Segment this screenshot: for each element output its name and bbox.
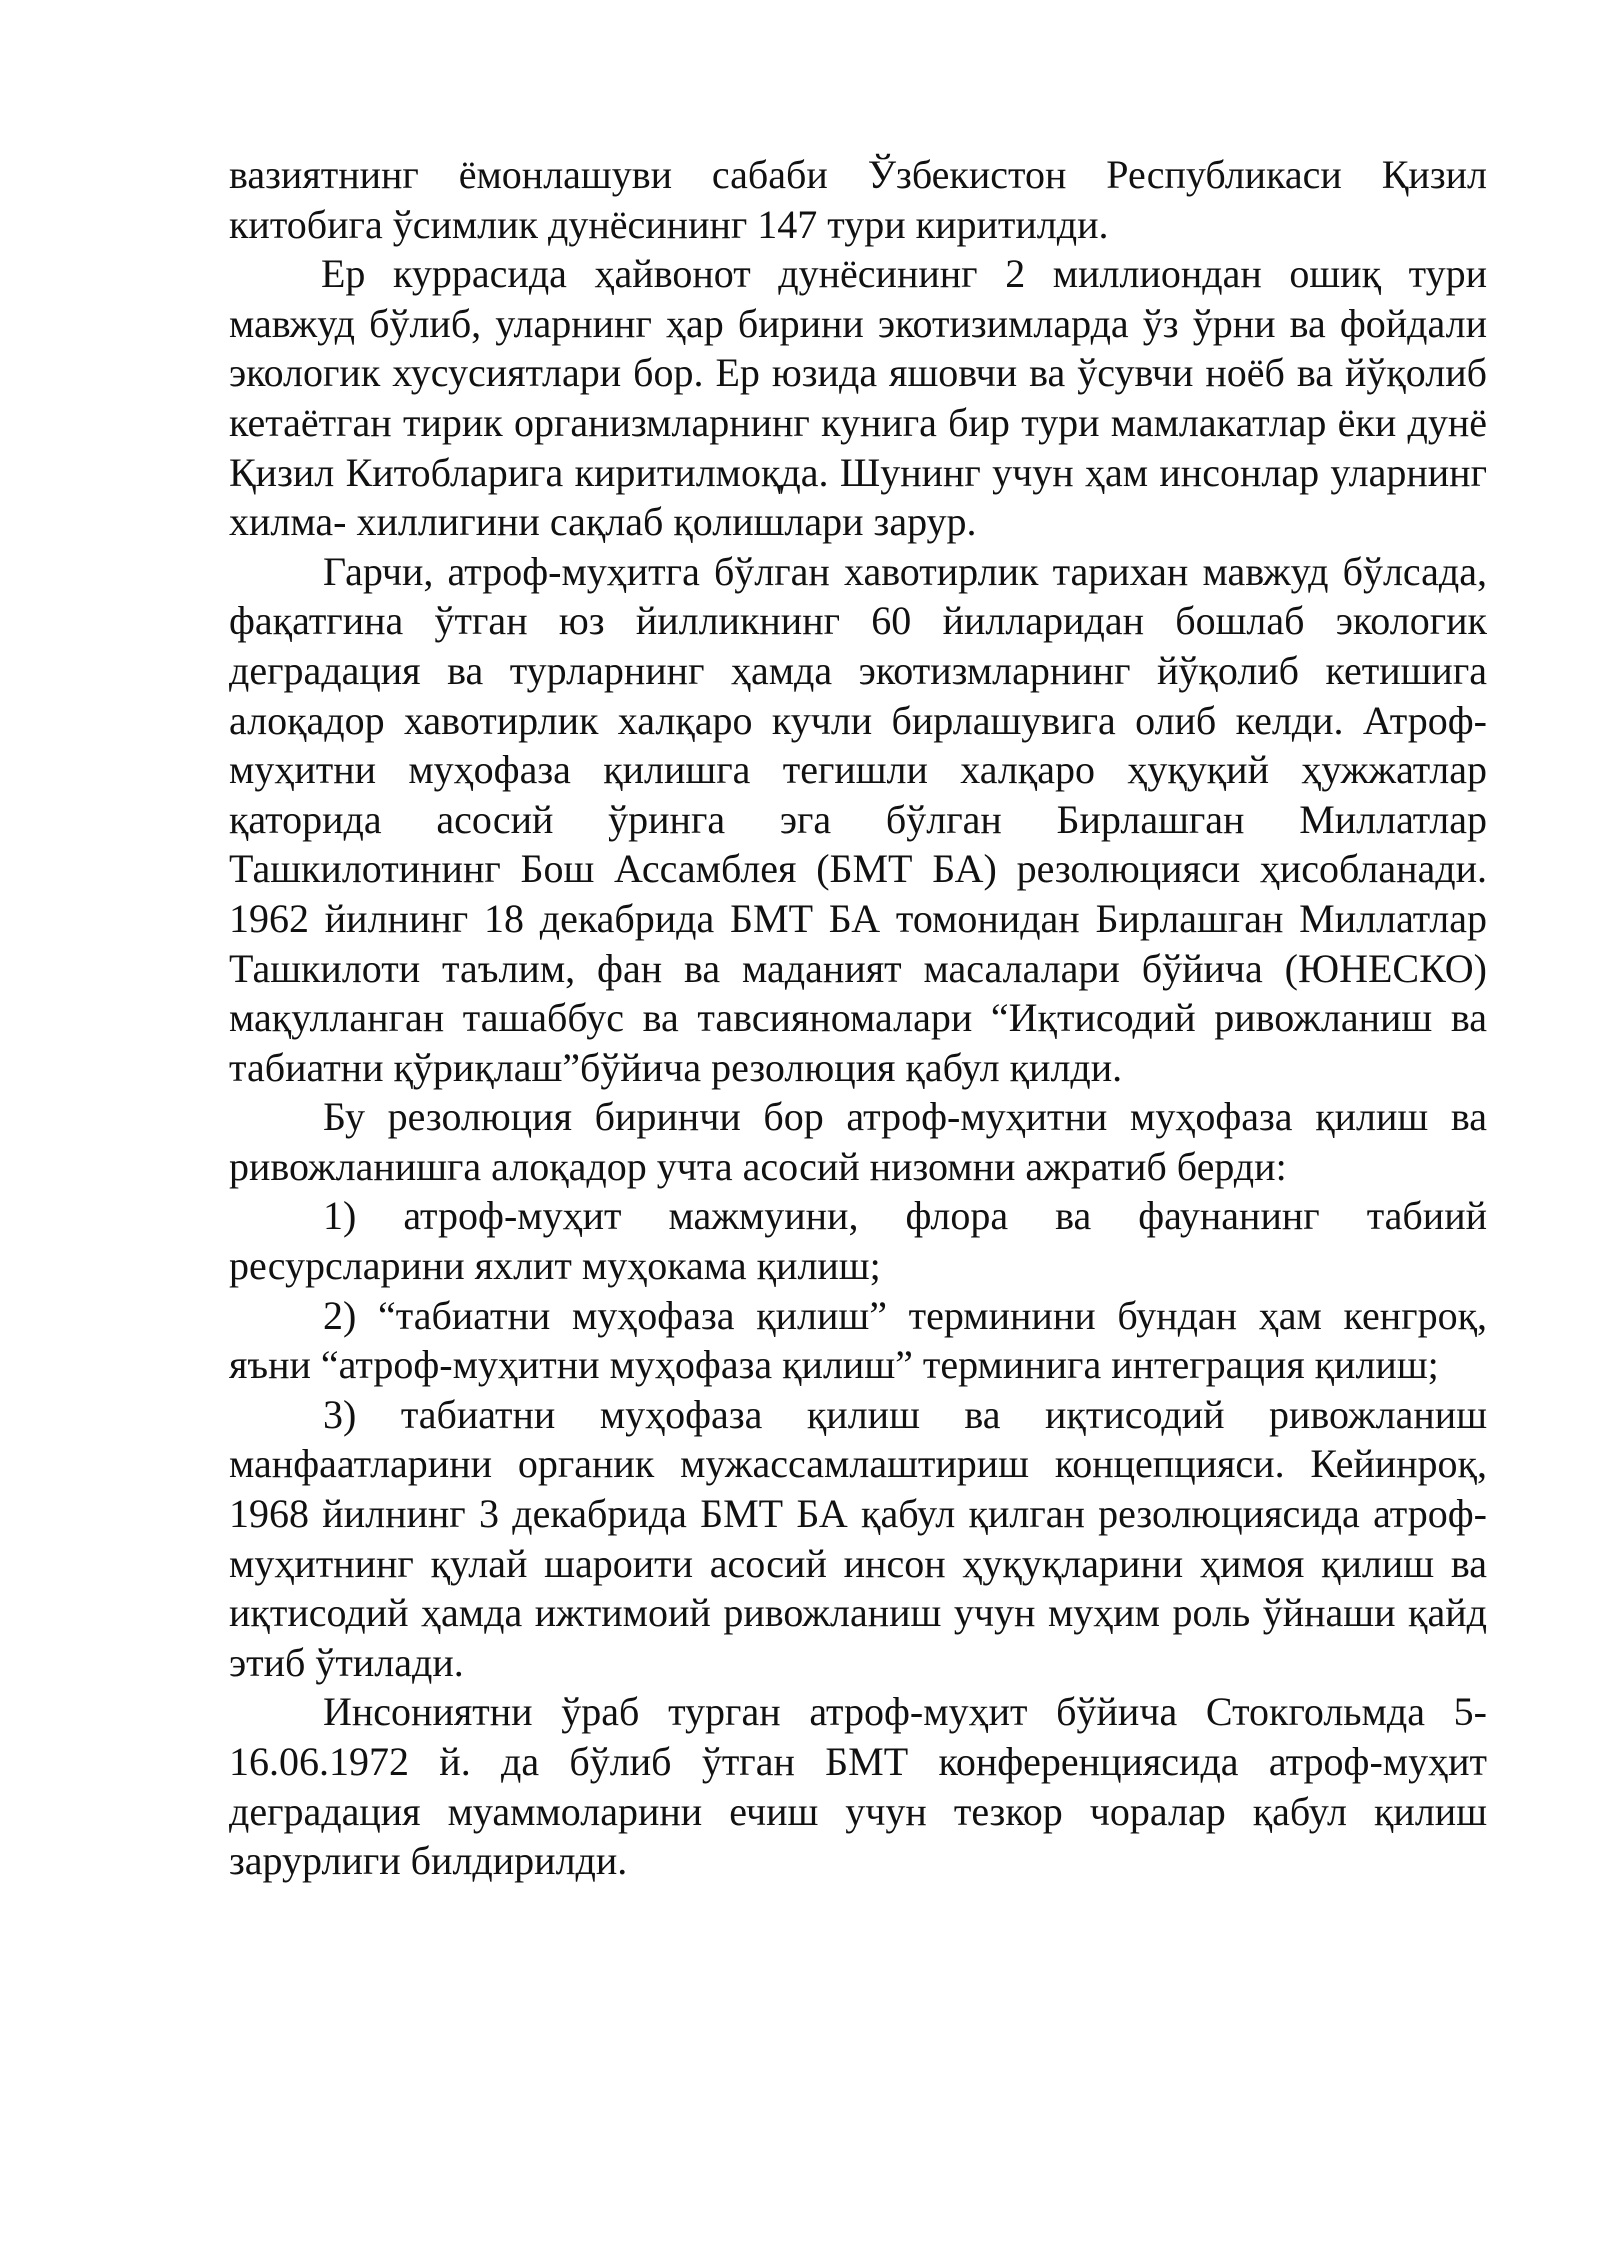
list-item-1: 1) атроф-муҳит мажмуини, флора ва фаунанинг табиий ресурсларини яхлит муҳокама қилиш; (229, 1193, 1487, 1289)
list-item-3: 3) табиатни муҳофаза қилиш ва иқтисодий ривожланиш манфаатларини органик мужассамлаштириш концепцияси. Кейинроқ, 1968 йилнинг 3 декабрида БМТ БА қабул қилган резолюциясида атроф-муҳитнинг қулай шароити асосий инсон ҳуқуқларини ҳимоя қилиш ва иқтисодий ҳамда ижтимоий ривожланиш учун муҳим роль ўйнаши қайд этиб ўтилади. (229, 1391, 1487, 1685)
document-page (229, 150, 1487, 1886)
paragraph-stockholm: Инсониятни ўраб турган атроф-муҳит бўйича Стокгольмда 5-16.06.1972 й. да бўлиб ўтган БМТ конференциясида атроф-муҳит деградация муаммоларини ечиш учун тезкор чоралар қабул қилиш зарурлиги билдирилди. (229, 1689, 1487, 1884)
paragraph-resolution-intro: Бу резолюция биринчи бор атроф-муҳитни муҳофаза қилиш ва ривожланишга алоқадор учта асосий низомни ажратиб берди: (229, 1094, 1487, 1189)
list-item-2: 2) “табиатни муҳофаза қилиш” терминини бундан ҳам кенгроқ, яъни “атроф-муҳитни муҳофаза қилиш” терминига интеграция қилиш; (229, 1292, 1487, 1388)
paragraph-history: Гарчи, атроф-муҳитга бўлган хавотирлик тарихан мавжуд бўлсада, фақатгина ўтган юз йилликнинг 60 йилларидан бошлаб экологик деградация ва турларнинг ҳамда экотизмларнинг йўқолиб кетишига алоқадор хавотирлик халқаро кучли бирлашувига олиб келди. Атроф-муҳитни муҳофаза қилишга тегишли халқаро ҳуқуқий ҳужжатлар қаторида асосий ўринга эга бўлган Бирлашган Миллатлар Ташкилотининг Бош Ассамблея (БМТ БА) резолюцияси ҳисобланади. 1962 йилнинг 18 декабрида БМТ БА томонидан Бирлашган Миллатлар Ташкилоти таълим, фан ва маданият масалалари бўйича (ЮНЕСКО) мақулланган ташаббус ва тавсияномалари “Иқтисодий ривожланиш ва табиатни қўриқлаш”бўйича резолюция қабул қилди. (229, 548, 1487, 1090)
paragraph-fauna: Ер куррасида ҳайвонот дунёсининг 2 миллиондан ошиқ тури мавжуд бўлиб, уларнинг ҳар бирини экотизимларда ўз ўрни ва фойдали экологик хусусиятлари бор. Ер юзида яшовчи ва ўсувчи ноёб ва йўқолиб кетаётган тирик организмларнинг кунига бир тури мамлакатлар ёки дунё Қизил Китобларига киритилмоқда. Шунинг учун ҳам инсонлар уларнинг хилма- хиллигини сақлаб қолишлари зарур. (229, 251, 1487, 545)
paragraph-continuation: вазиятнинг ёмонлашуви сабаби Ўзбекистон Республикаси Қизил китобига ўсимлик дунёсининг 147 тури киритилди. (229, 152, 1487, 247)
